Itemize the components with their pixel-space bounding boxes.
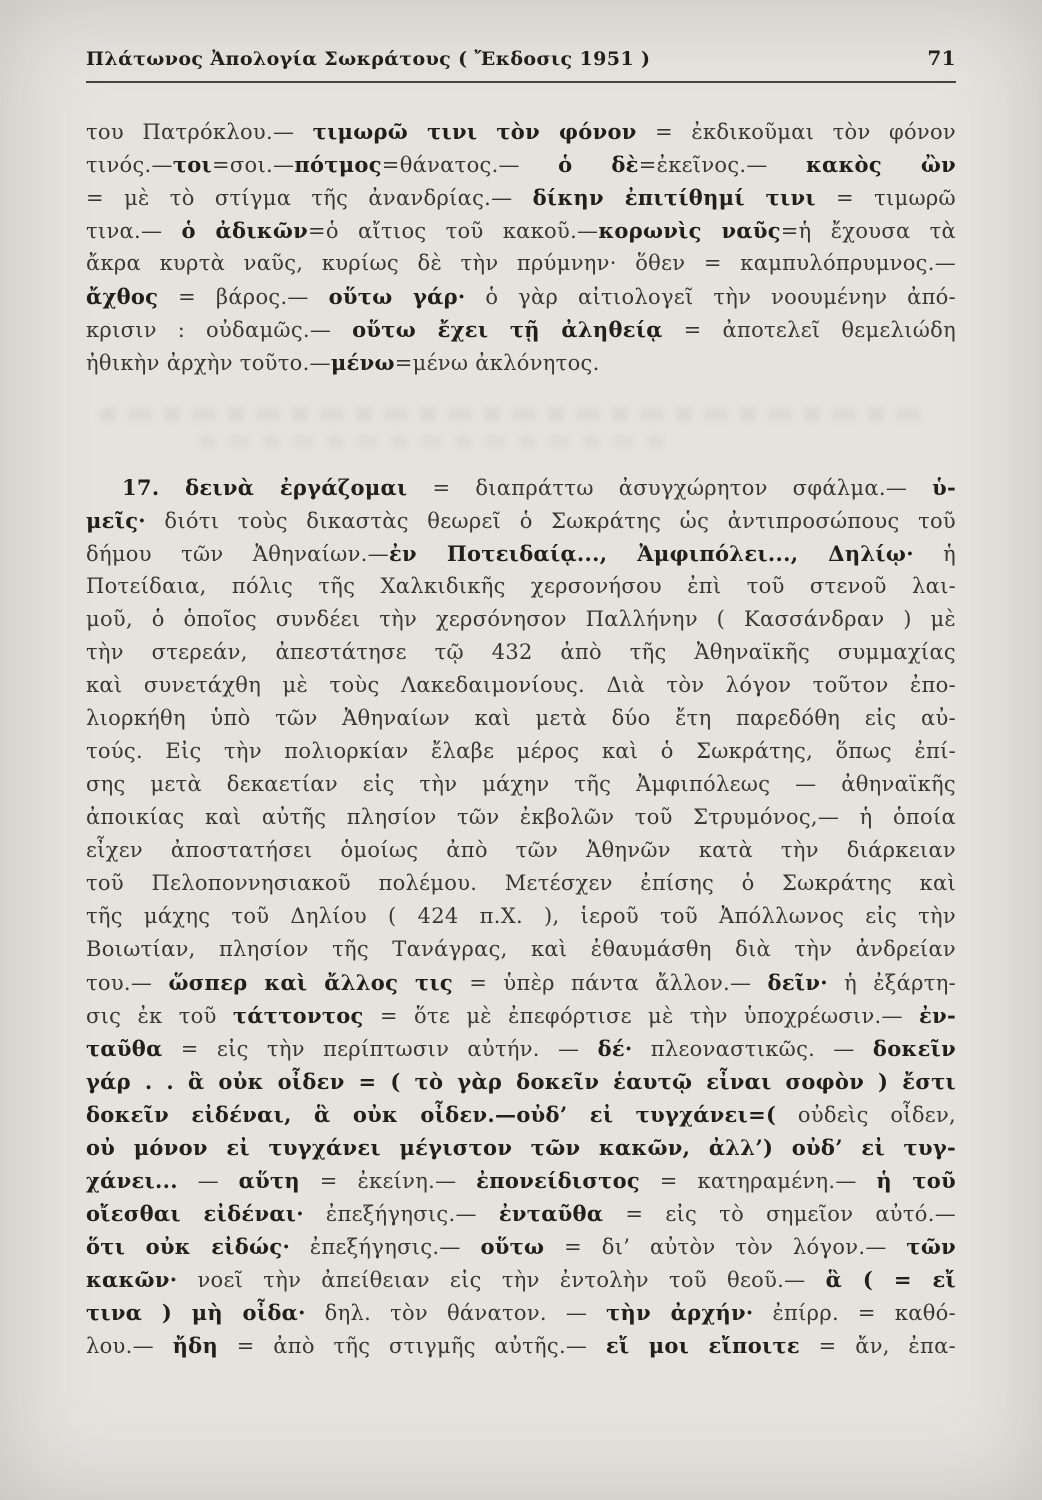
gloss-text: =μένω ἀκλόνητος.: [394, 351, 600, 375]
lemma-bold-text: ἃ ( = εἴ: [825, 1267, 956, 1292]
text-line: [86, 966, 956, 999]
paragraph: [86, 471, 956, 1362]
lemma-bold-text: δίκην ἐπιτίθημί τινι: [532, 185, 816, 210]
lemma-bold-text: δέ·: [597, 1036, 633, 1061]
text-line: [86, 504, 956, 537]
gloss-text: του Πατρόκλου.—: [86, 120, 313, 144]
lemma-bold-text: ὁ ἀδικῶν: [181, 218, 308, 243]
lemma-bold-text: ταῦθα: [86, 1036, 163, 1061]
gloss-text: =ὁ αἴτιος τοῦ κακοῦ.—: [308, 219, 599, 243]
gloss-text: οὐδεὶς οἶδεν,: [776, 1103, 956, 1127]
lemma-bold-text: δοκεῖν: [872, 1036, 956, 1061]
lemma-bold-text: οἴεσθαι εἰδέναι·: [86, 1201, 304, 1226]
lemma-bold-text: ἐπονείδιστος: [476, 1168, 640, 1193]
gloss-text: = κατηραμένη.—: [640, 1169, 877, 1193]
page-header: [86, 46, 956, 81]
lemma-bold-text: τοι: [172, 152, 213, 177]
gloss-text: = διαπράττω ἀσυγχώρητον σφάλμα.—: [407, 476, 933, 500]
text-line: [86, 1065, 956, 1098]
lemma-bold-text: οὕτω: [480, 1234, 545, 1259]
text-line: [86, 1098, 956, 1131]
lemma-bold-text: δοκεῖν εἰδέναι, ἃ οὐκ οἶδεν.—οὐδ’ εἰ τυγχάνει=(: [86, 1102, 777, 1127]
lemma-bold-text: εἴ μοι εἴποιτε: [605, 1333, 800, 1358]
text-line: [86, 900, 956, 933]
gloss-text: μοῦ, ὁ ὁποῖος συνδέει τὴν χερσόνησον Παλλήνην ( Κασσάνδραν ) μὲ: [86, 607, 956, 631]
text-line: [86, 867, 956, 900]
gloss-text: = δι’ αὐτὸν τὸν λόγον.—: [544, 1235, 907, 1259]
lemma-bold-text: χάνει...: [86, 1168, 178, 1193]
gloss-text: = βάρος.—: [158, 285, 329, 309]
gloss-text: ἠθικὴν ἀρχὴν τοῦτο.—: [86, 351, 331, 375]
gloss-text: λου.—: [86, 1334, 173, 1358]
gloss-text: πλεοναστικῶς. —: [632, 1037, 873, 1061]
lemma-bold-text: ἐνταῦθα: [498, 1201, 604, 1226]
text-line: [86, 603, 956, 636]
lemma-bold-text: γάρ . . ἃ οὐκ οἶδεν = ( τὸ γὰρ δοκεῖν ἑαυτῷ εἶναι σοφὸν ) ἔστι: [86, 1069, 956, 1094]
gloss-text: ἀποικίας καὶ αὐτῆς πλησίον τῶν ἐκβολῶν τοῦ Στρυμόνος,— ἡ ὁποία: [86, 805, 956, 829]
lemma-bold-text: ὑ-: [932, 475, 956, 500]
lemma-bold-text: ἐν-: [919, 1003, 956, 1028]
gloss-text: = ἀποτελεῖ θεμελιώδη: [662, 318, 956, 342]
text-line: [86, 1131, 956, 1164]
gloss-text: λιορκήθη ὑπὸ τῶν Ἀθηναίων καὶ μετὰ δύο ἔτη παρεδόθη εἰς αὐ-: [86, 706, 956, 730]
text-line: [86, 537, 956, 570]
gloss-text: =θάνατος.—: [381, 153, 559, 177]
lemma-bold-text: κακὸς ὢν: [805, 152, 956, 177]
text-line: [86, 768, 956, 801]
gloss-text: ἐπεξήγησις.—: [290, 1235, 481, 1259]
gloss-text: Βοιωτίαν, πλησίον τῆς Τανάγρας, καὶ ἐθαυμάσθη διὰ τὴν ἀνδρείαν: [86, 937, 956, 961]
text-line: [86, 636, 956, 669]
lemma-bold-text: τινα ) μὴ οἶδα·: [86, 1300, 306, 1325]
paragraph: [86, 115, 956, 379]
lemma-bold-text: ἡ τοῦ: [876, 1168, 956, 1193]
lemma-bold-text: αὕτη: [238, 1168, 301, 1193]
gloss-text: τῆς μάχης τοῦ Δηλίου ( 424 π.Χ. ), ἱεροῦ τοῦ Ἀπόλλωνος εἰς τὴν: [86, 904, 956, 928]
lemma-bold-text: μένω: [330, 350, 395, 375]
gloss-text: = ἐκείνη.—: [300, 1169, 477, 1193]
gloss-text: ὁ γὰρ αἰτιολογεῖ τὴν νοουμένην ἀπό-: [465, 285, 956, 309]
header-divider: [86, 81, 956, 83]
gloss-text: ἐπεξήγησις.—: [303, 1202, 499, 1226]
gloss-text: = εἰς τὴν περίπτωσιν αὐτήν. —: [162, 1037, 598, 1061]
gloss-text: ἄκρα κυρτὰ ναῦς, κυρίως δὲ τὴν πρύμνην· ὅθεν = καμπυλόπρυμνος.—: [86, 251, 956, 275]
gloss-text: = ὑπὲρ πάντα ἄλλον.—: [453, 971, 768, 995]
gloss-text: τινός.—: [86, 153, 173, 177]
gloss-text: = ἐκδικοῦμαι τὸν φόνον: [636, 120, 956, 144]
text-line: [86, 801, 956, 834]
text-line: [86, 1329, 956, 1362]
lemma-bold-text: δεῖν·: [767, 970, 828, 995]
lemma-bold-text: οὕτω γάρ·: [328, 284, 466, 309]
text-line: [86, 1164, 956, 1197]
lemma-bold-text: μεῖς·: [86, 508, 146, 533]
gloss-text: τὴν στερεάν, ἀπεστάτησε τῷ 432 ἀπὸ τῆς Ἀθηναϊκῆς συμμαχίας: [86, 640, 956, 664]
gloss-text: δήμου τῶν Ἀθηναίων.—: [86, 542, 389, 566]
page-body: [86, 115, 956, 1362]
text-line: [86, 570, 956, 603]
gloss-text: σις ἐκ τοῦ: [86, 1004, 233, 1028]
gloss-text: δηλ. τὸν θάνατον. —: [305, 1301, 607, 1325]
text-line: [86, 702, 956, 735]
lemma-bold-text: τὴν ἀρχήν·: [606, 1300, 754, 1325]
gloss-text: εἶχεν ἀποστατήσει ὁμοίως ἀπὸ τῶν Ἀθηνῶν κατὰ τὴν διάρκειαν: [86, 838, 956, 862]
gloss-text: =σοι.—: [212, 153, 295, 177]
text-line: [86, 214, 956, 247]
gloss-text: του.—: [86, 971, 169, 995]
text-line: [86, 999, 956, 1032]
lemma-bold-text: τάττοντος: [232, 1003, 364, 1028]
gloss-text: ἡ: [913, 542, 956, 566]
gloss-text: Ποτείδαια, πόλις τῆς Χαλκιδικῆς χερσονήσου ἐπὶ τοῦ στενοῦ λαι-: [86, 574, 956, 598]
gloss-text: = ἀπὸ τῆς στιγμῆς αὐτῆς.—: [218, 1334, 606, 1358]
lemma-bold-text: τῶν: [906, 1234, 956, 1259]
text-line: [86, 1263, 956, 1296]
gloss-text: = ἄν, ἐπα-: [799, 1334, 956, 1358]
lemma-bold-text: 17.: [122, 475, 186, 500]
lemma-bold-text: ὥσπερ καὶ ἄλλος τις: [168, 970, 454, 995]
text-line: [86, 1032, 956, 1065]
gloss-text: διότι τοὺς δικαστὰς θεωρεῖ ὁ Σωκράτης ὡς ἀντιπροσώπους τοῦ: [145, 509, 956, 533]
running-header-title: Πλάτωνος Ἀπολογία Σωκράτους ( Ἔκδοσις 1951 ): [86, 48, 651, 70]
gloss-text: = εἰς τὸ σημεῖον αὐτό.—: [603, 1202, 956, 1226]
lemma-bold-text: ἄχθος: [86, 284, 159, 309]
lemma-bold-text: δεινὰ ἐργάζομαι: [185, 475, 408, 500]
gloss-text: ἐπίρρ. = καθό-: [753, 1301, 956, 1325]
page-number: 71: [927, 46, 956, 70]
gloss-text: =ἐκεῖνος.—: [638, 153, 806, 177]
lemma-bold-text: ὅτι οὐκ εἰδώς·: [86, 1234, 291, 1259]
gloss-text: νοεῖ τὴν ἀπείθειαν εἰς τὴν ἐντολὴν τοῦ θεοῦ.—: [177, 1268, 826, 1292]
text-line: [86, 933, 956, 966]
gloss-text: = μὲ τὸ στίγμα τῆς ἀνανδρίας.—: [86, 186, 533, 210]
text-line: [86, 346, 956, 379]
lemma-bold-text: τιμωρῶ τινι τὸν φόνον: [312, 119, 637, 144]
gloss-text: =ἡ ἔχουσα τὰ: [780, 219, 956, 243]
lemma-bold-text: κορωνὶς ναῦς: [598, 218, 781, 243]
text-line: [86, 471, 956, 504]
lemma-bold-text: ἐν Ποτειδαίᾳ..., Ἀμφιπόλει..., Δηλίῳ·: [388, 541, 914, 566]
gloss-text: ἡ ἐξάρτη-: [827, 971, 956, 995]
text-line: [86, 735, 956, 768]
gloss-text: —: [177, 1169, 239, 1193]
text-line: [86, 148, 956, 181]
lemma-bold-text: ἤδη: [172, 1333, 219, 1358]
lemma-bold-text: πότμος: [294, 152, 382, 177]
gloss-text: = ὅτε μὲ ἐπεφόρτισε μὲ τὴν ὑποχρέωσιν.—: [363, 1004, 920, 1028]
text-line: [86, 181, 956, 214]
gloss-text: τινα.—: [86, 219, 182, 243]
lemma-bold-text: οὐ μόνον εἰ τυγχάνει μέγιστον τῶν κακῶν, ἀλλ’) οὐδ’ εἰ τυγ-: [86, 1135, 956, 1160]
text-line: [86, 1296, 956, 1329]
text-line: [86, 1230, 956, 1263]
gloss-text: κρισιν : οὐδαμῶς.—: [86, 318, 353, 342]
text-line: [86, 247, 956, 280]
text-line: [86, 280, 956, 313]
lemma-bold-text: κακῶν·: [86, 1267, 178, 1292]
gloss-text: σης μετὰ δεκαετίαν εἰς τὴν μάχην τῆς Ἀμφιπόλεως — ἀθηναϊκῆς: [86, 772, 956, 796]
text-line: [86, 834, 956, 867]
lemma-bold-text: ὁ δὲ: [558, 152, 639, 177]
gloss-text: τοῦ Πελοποννησιακοῦ πολέμου. Μετέσχεν ἐπίσης ὁ Σωκράτης καὶ: [86, 871, 956, 895]
gloss-text: τούς. Εἰς τὴν πολιορκίαν ἔλαβε μέρος καὶ ὁ Σωκράτης, ὅπως ἐπί-: [86, 739, 956, 763]
gloss-text: = τιμωρῶ: [815, 186, 956, 210]
text-line: [86, 313, 956, 346]
text-line: [86, 1197, 956, 1230]
gloss-text: καὶ συνετάχθη μὲ τοὺς Λακεδαιμονίους. Διὰ τὸν λόγον τοῦτον ἐπο-: [86, 673, 956, 697]
lemma-bold-text: οὕτω ἔχει τῇ ἀληθείᾳ: [352, 317, 663, 342]
text-line: [86, 115, 956, 148]
text-line: [86, 669, 956, 702]
